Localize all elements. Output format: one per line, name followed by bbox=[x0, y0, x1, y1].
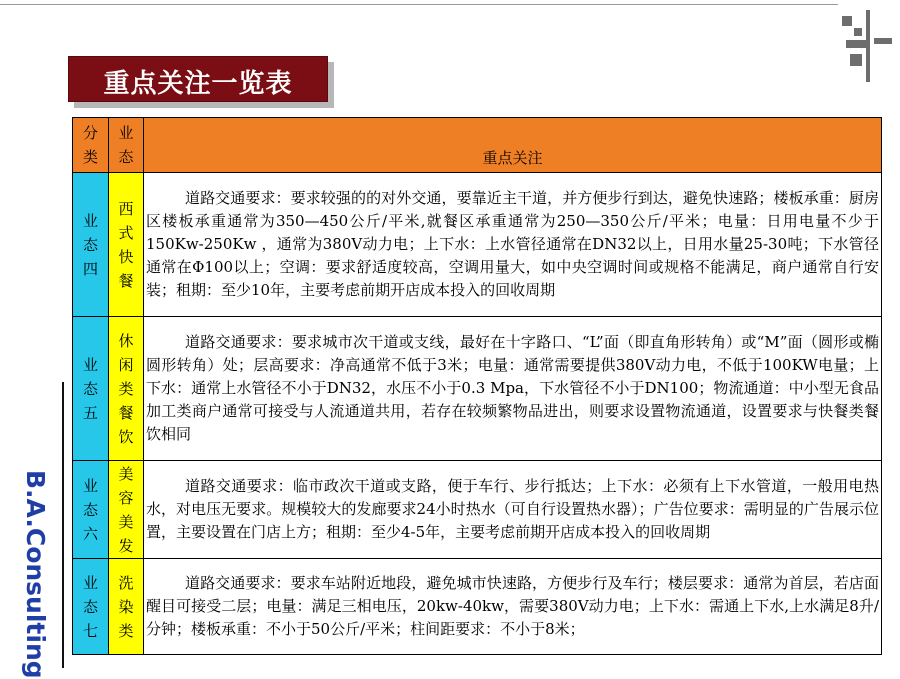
category-cell: 业态七 bbox=[73, 559, 109, 655]
header-focus: 重点关注 bbox=[144, 118, 882, 173]
focus-cell: 道路交通要求：要求较强的的对外交通，要靠近主干道，并方便步行到达，避免快速路；楼板承重：厨房区楼板承重通常为350—450公斤/平米,就餐区承重通常为250—350公斤/平米；电量：日用电量不少于150Kw-250Kw ，通常为380V动力电；上下水：上水管径通常在DN32以上，日用水量25-30吨；下水管径通常在Φ100以上；空调：要求舒适度较高，空调用量大，如中央空调时间或规格不能满足，商户通常自行安装；租期：至少10年，主要考虑前期开店成本投入的回收周期 bbox=[144, 173, 882, 317]
table-header-row bbox=[73, 118, 882, 173]
category-cell: 业态六 bbox=[73, 461, 109, 559]
table-row bbox=[73, 559, 882, 655]
header-category: 分类 bbox=[73, 118, 109, 173]
focus-table bbox=[72, 117, 882, 655]
focus-cell: 道路交通要求：要求城市次干道或支线，最好在十字路口、“L”面（即直角形转角）或“M”面（圆形或椭圆形转角）处；层高要求：净高通常不低于3米；电量：通常需要提供380V动力电，不低于100KW电量；上下水：通常上水管径不小于DN32，水压不小于0.3 Mpa，下水管径不小于DN100；物流通道：中小型无食品加工类商户通常可接受与人流通道共用，若存在较频繁物品进出，则要求设置物流通道，设置要求与快餐类餐饮相同 bbox=[144, 317, 882, 461]
category-cell: 业态五 bbox=[73, 317, 109, 461]
table-row bbox=[73, 461, 882, 559]
format-cell: 休闲类餐饮 bbox=[109, 317, 144, 461]
brand-text: B.A.Consulting bbox=[21, 470, 50, 679]
brand-watermark bbox=[18, 470, 52, 679]
format-cell: 洗染类 bbox=[109, 559, 144, 655]
format-cell: 西式快餐 bbox=[109, 173, 144, 317]
side-vertical-rule bbox=[62, 382, 64, 668]
focus-cell: 道路交通要求：临市政次干道或支路，便于车行、步行抵达；上下水：必须有上下水管道，一般用电热水，对电压无要求。规模较大的发廊要求24小时热水（可自行设置热水器）；广告位要求：需明显的广告展示位置，主要设置在门店上方；租期：至少4-5年，主要考虑前期开店成本投入的回收周期 bbox=[144, 461, 882, 559]
table-row bbox=[73, 173, 882, 317]
page-title: 重点关注一览表 bbox=[103, 69, 293, 99]
focus-cell: 道路交通要求：要求车站附近地段，避免城市快速路，方便步行及车行；楼层要求：通常为首层，若店面醒目可接受二层；电量：满足三相电压，20kw-40kw，需要380V动力电；上下水：需通上下水,上水满足8升/分钟；楼板承重：不小于50公斤/平米；柱间距要求：不小于8米； bbox=[144, 559, 882, 655]
corner-logo-icon bbox=[836, 10, 900, 82]
category-cell: 业态四 bbox=[73, 173, 109, 317]
table-row bbox=[73, 317, 882, 461]
header-format: 业态 bbox=[109, 118, 144, 173]
page-title-box bbox=[68, 56, 328, 102]
top-divider-line bbox=[0, 4, 838, 5]
format-cell: 美容美发 bbox=[109, 461, 144, 559]
